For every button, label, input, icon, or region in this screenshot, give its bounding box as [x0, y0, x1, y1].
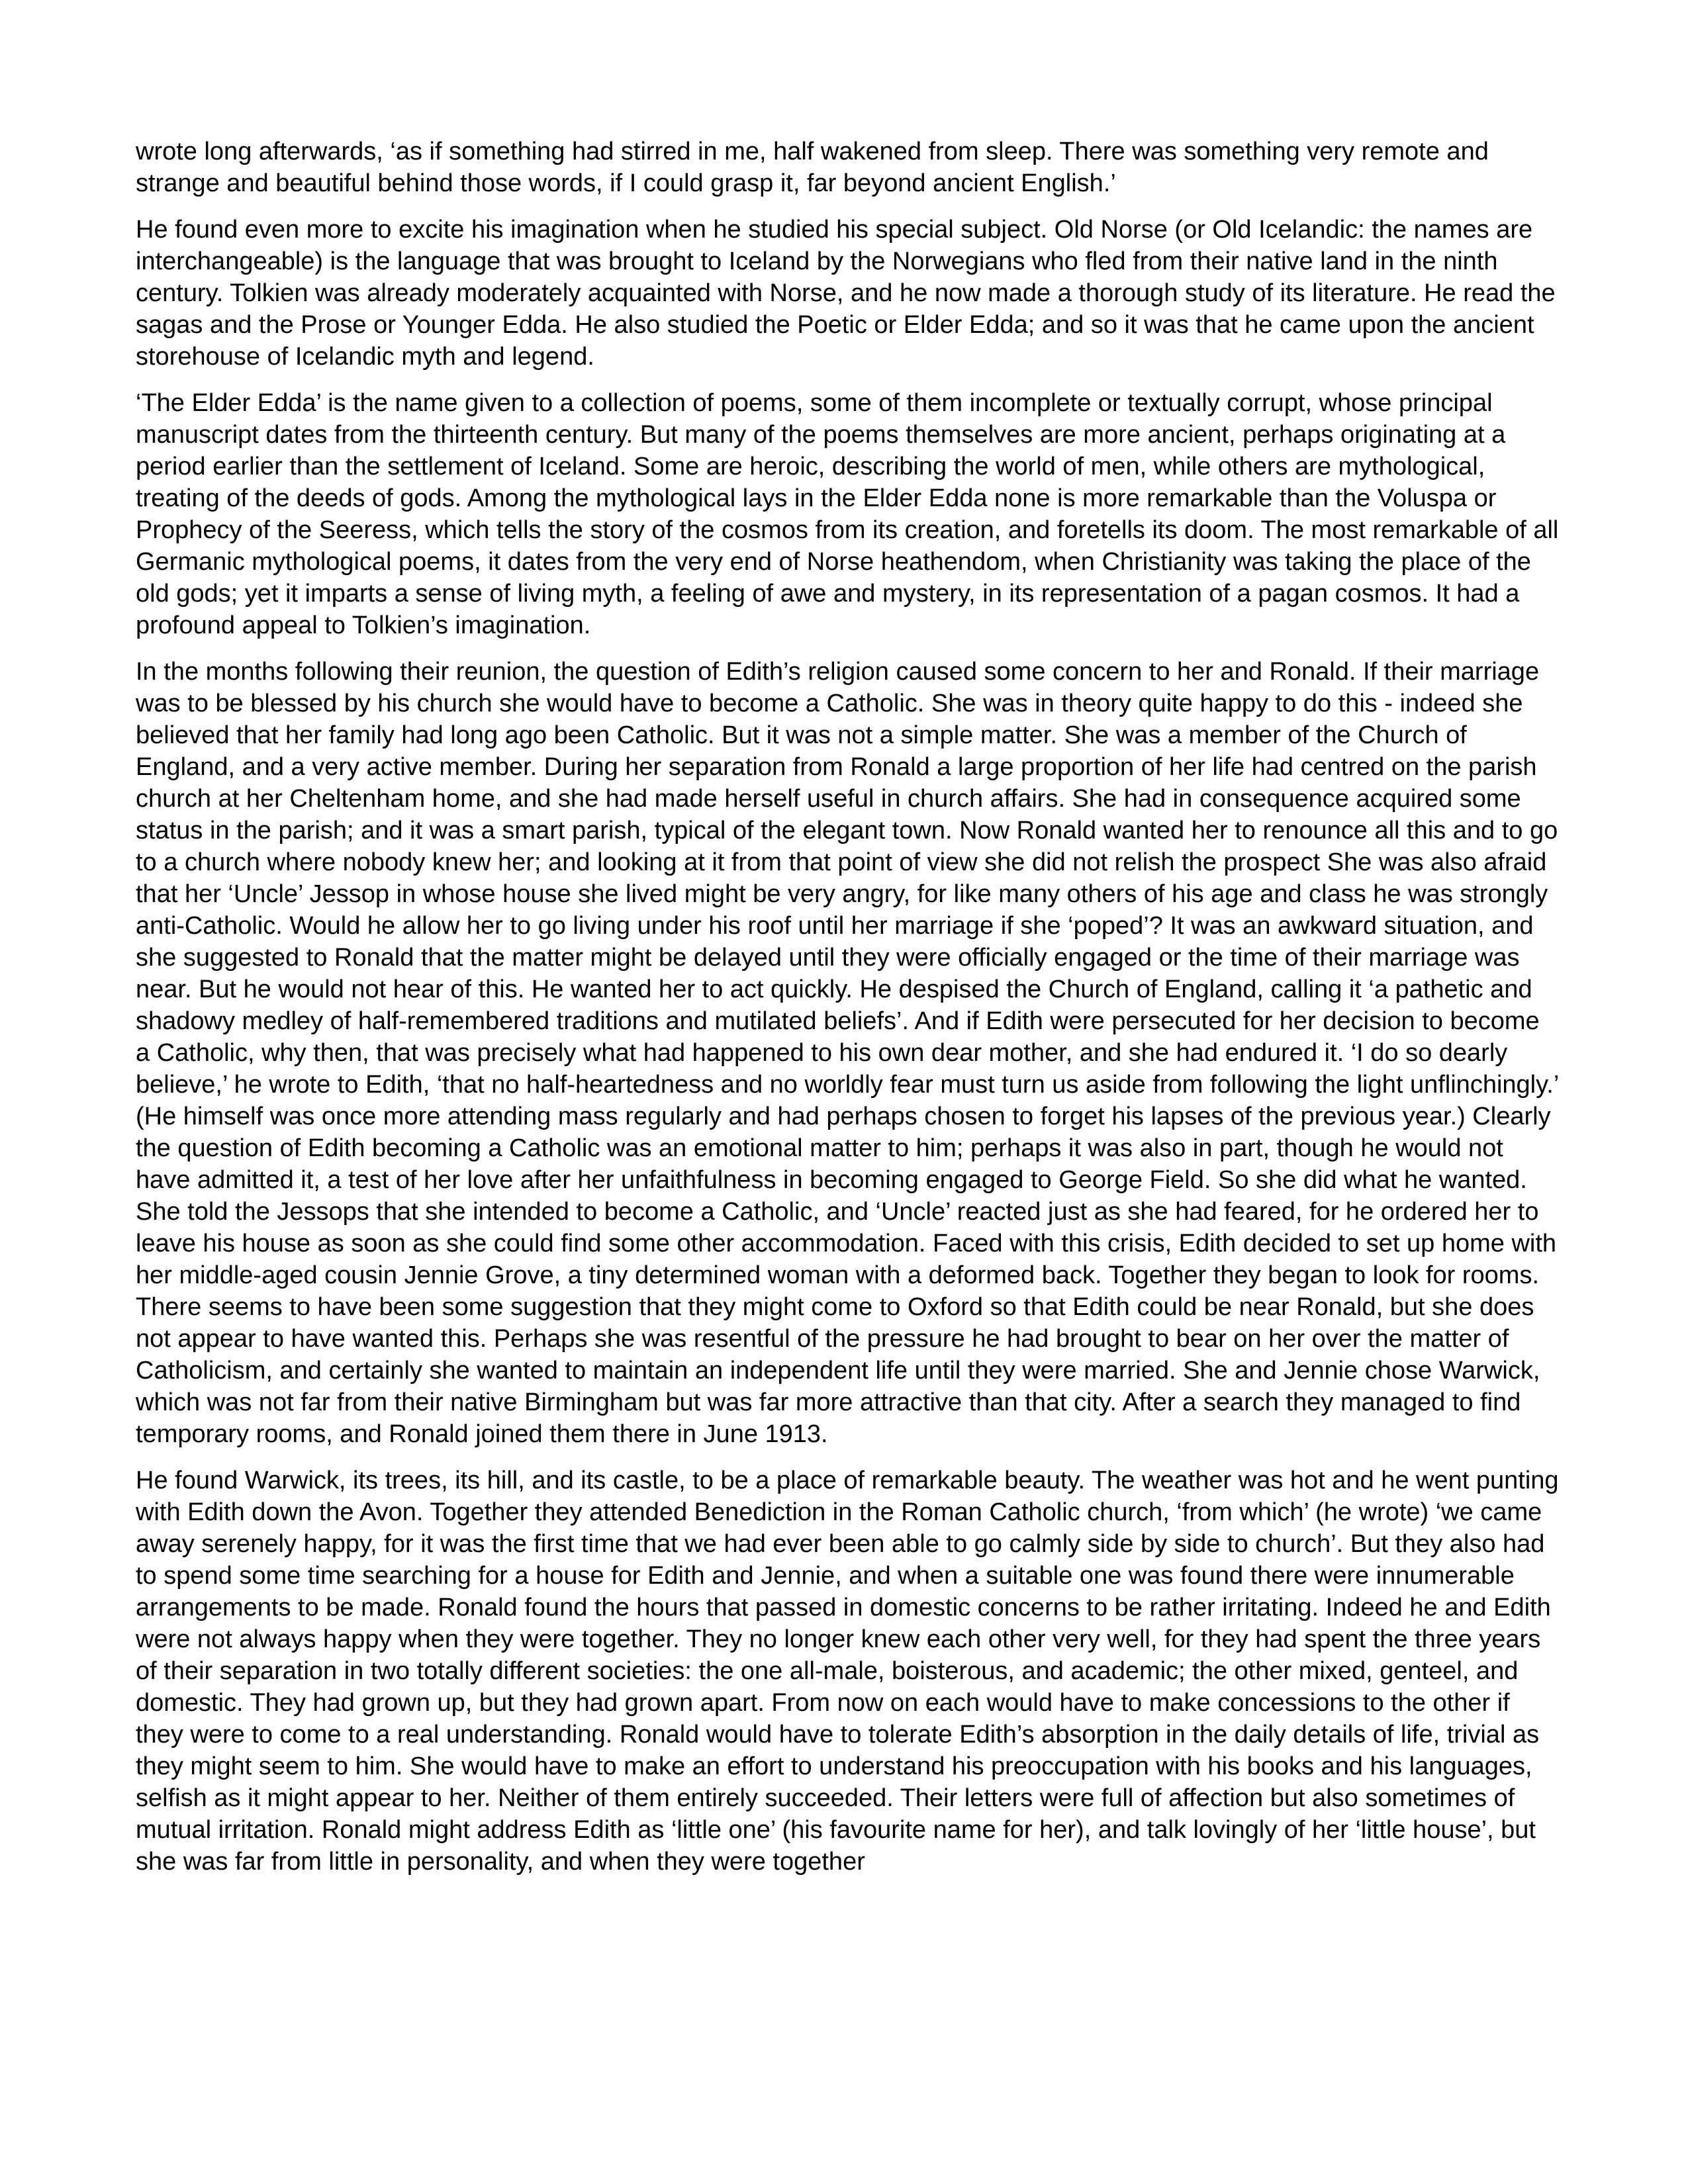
paragraph-4: In the months following their reunion, the question of Edith’s religion caused some concern to her and Ronald. If their marriage was to be blessed by his church she would have to become a Catholic. She was in theory quite happy to do this - indeed she believed that her family had long ago been Catholic. But it was not a simple matter. She was a member of the Church of England, and a very active member. During her separation from Ronald a large proportion of her life had centred on the parish church at her Cheltenham home, and she had made herself useful in church affairs. She had in consequence acquired some status in the parish; and it was a smart parish, typical of the elegant town. Now Ronald wanted her to renounce all this and to go to a church where nobody knew her; and looking at it from that point of view she did not relish the prospect She was also afraid that her ‘Uncle’ Jessop in whose house she lived might be very angry, for like many others of his age and class he was strongly anti-Catholic. Would he allow her to go living under his roof until her marriage if she ‘poped’? It was an awkward situation, and she suggested to Ronald that the matter might be delayed until they were officially engaged or the time of their marriage was near. But he would not hear of this. He wanted her to act quickly. He despised the Church of England, calling it ‘a pathetic and shadowy medley of half-remembered traditions and mutilated beliefs’. And if Edith were persecuted for her decision to become a Catholic, why then, that was precisely what had happened to his own dear mother, and she had endured it. ‘I do so dearly believe,’ he wrote to Edith, ‘that no half-heartedness and no worldly fear must turn us aside from following the light unflinchingly.’ (He himself was once more attending mass regularly and had perhaps chosen to forget his lapses of the previous year.) Clearly the question of Edith becoming a Catholic was an emotional matter to him; perhaps it was also in part, though he would not have admitted it, a test of her love after her unfaithfulness in becoming engaged to George Field. So she did what he wanted. She told the Jessops that she intended to become a Catholic, and ‘Uncle’ reacted just as she had feared, for he ordered her to leave his house as soon as she could find some other accommodation. Faced with this crisis, Edith decided to set up home with her middle-aged cousin Jennie Grove, a tiny determined woman with a deformed back. Together they began to look for rooms. There seems to have been some suggestion that they might come to Oxford so that Edith could be near Ronald, but she does not appear to have wanted this. Perhaps she was resentful of the pressure he had brought to bear on her over the matter of Catholicism, and certainly she wanted to maintain an independent life until they were married. She and Jennie chose Warwick, which was not far from their native Birmingham but was far more attractive than that city. After a search they managed to find temporary rooms, and Ronald joined them there in June 1913. — [136, 658, 1558, 1448]
paragraph-3: ‘The Elder Edda’ is the name given to a collection of poems, some of them incomplete or textually corrupt, whose principal manuscript dates from the thirteenth century. But many of the poems themselves are more ancient, perhaps originating at a period earlier than the settlement of Iceland. Some are heroic, describing the world of men, while others are mythological, treating of the deeds of gods. Among the mythological lays in the Elder Edda none is more remarkable than the Voluspa or Prophecy of the Seeress, which tells the story of the cosmos from its creation, and foretells its doom. The most remarkable of all Germanic mythological poems, it dates from the very end of Norse heathendom, when Christianity was taking the place of the old gods; yet it imparts a sense of living myth, a feeling of awe and mystery, in its representation of a pagan cosmos. It had a profound appeal to Tolkien’s imagination. — [136, 389, 1559, 639]
paragraph-1: wrote long afterwards, ‘as if something had stirred in me, half wakened from sleep. There was something very remote and strange and beautiful behind those words, if I could grasp it, far beyond ancient English.’ — [136, 138, 1489, 197]
paragraph-2: He found even more to excite his imagination when he studied his special subject. Old Norse (or Old Icelandic: the names are interchangeable) is the language that was brought to Iceland by the Norwegians who fled from their native land in the ninth century. Tolkien was already moderately acquainted with Norse, and he now made a thorough study of its literature. He read the sagas and the Prose or Younger Edda. He also studied the Poetic or Elder Edda; and so it was that he came upon the ancient storehouse of Icelandic myth and legend. — [136, 216, 1556, 371]
paragraph-5: He found Warwick, its trees, its hill, and its castle, to be a place of remarkable beauty. The weather was hot and he went punting with Edith down the Avon. Together they attended Benediction in the Roman Catholic church, ‘from which’ (he wrote) ‘we came away serenely happy, for it was the first time that we had ever been able to go calmly side by side to church’. But they also had to spend some time searching for a house for Edith and Jennie, and when a suitable one was found there were innumerable arrangements to be made. Ronald found the hours that passed in domestic concerns to be rather irritating. Indeed he and Edith were not always happy when they were together. They no longer knew each other very well, for they had spent the three years of their separation in two totally different societies: the one all-male, boisterous, and academic; the other mixed, genteel, and domestic. They had grown up, but they had grown apart. From now on each would have to make concessions to the other if they were to come to a real understanding. Ronald would have to tolerate Edith’s absorption in the daily details of life, trivial as they might seem to him. She would have to make an effort to understand his preoccupation with his books and his languages, selfish as it might appear to her. Neither of them entirely succeeded. Their letters were full of affection but also sometimes of mutual irritation. Ronald might address Edith as ‘little one’ (his favourite name for her), and talk lovingly of her ‘little house’, but she was far from little in personality, and when they were together — [136, 1467, 1559, 1876]
document-page — [136, 136, 1559, 1892]
